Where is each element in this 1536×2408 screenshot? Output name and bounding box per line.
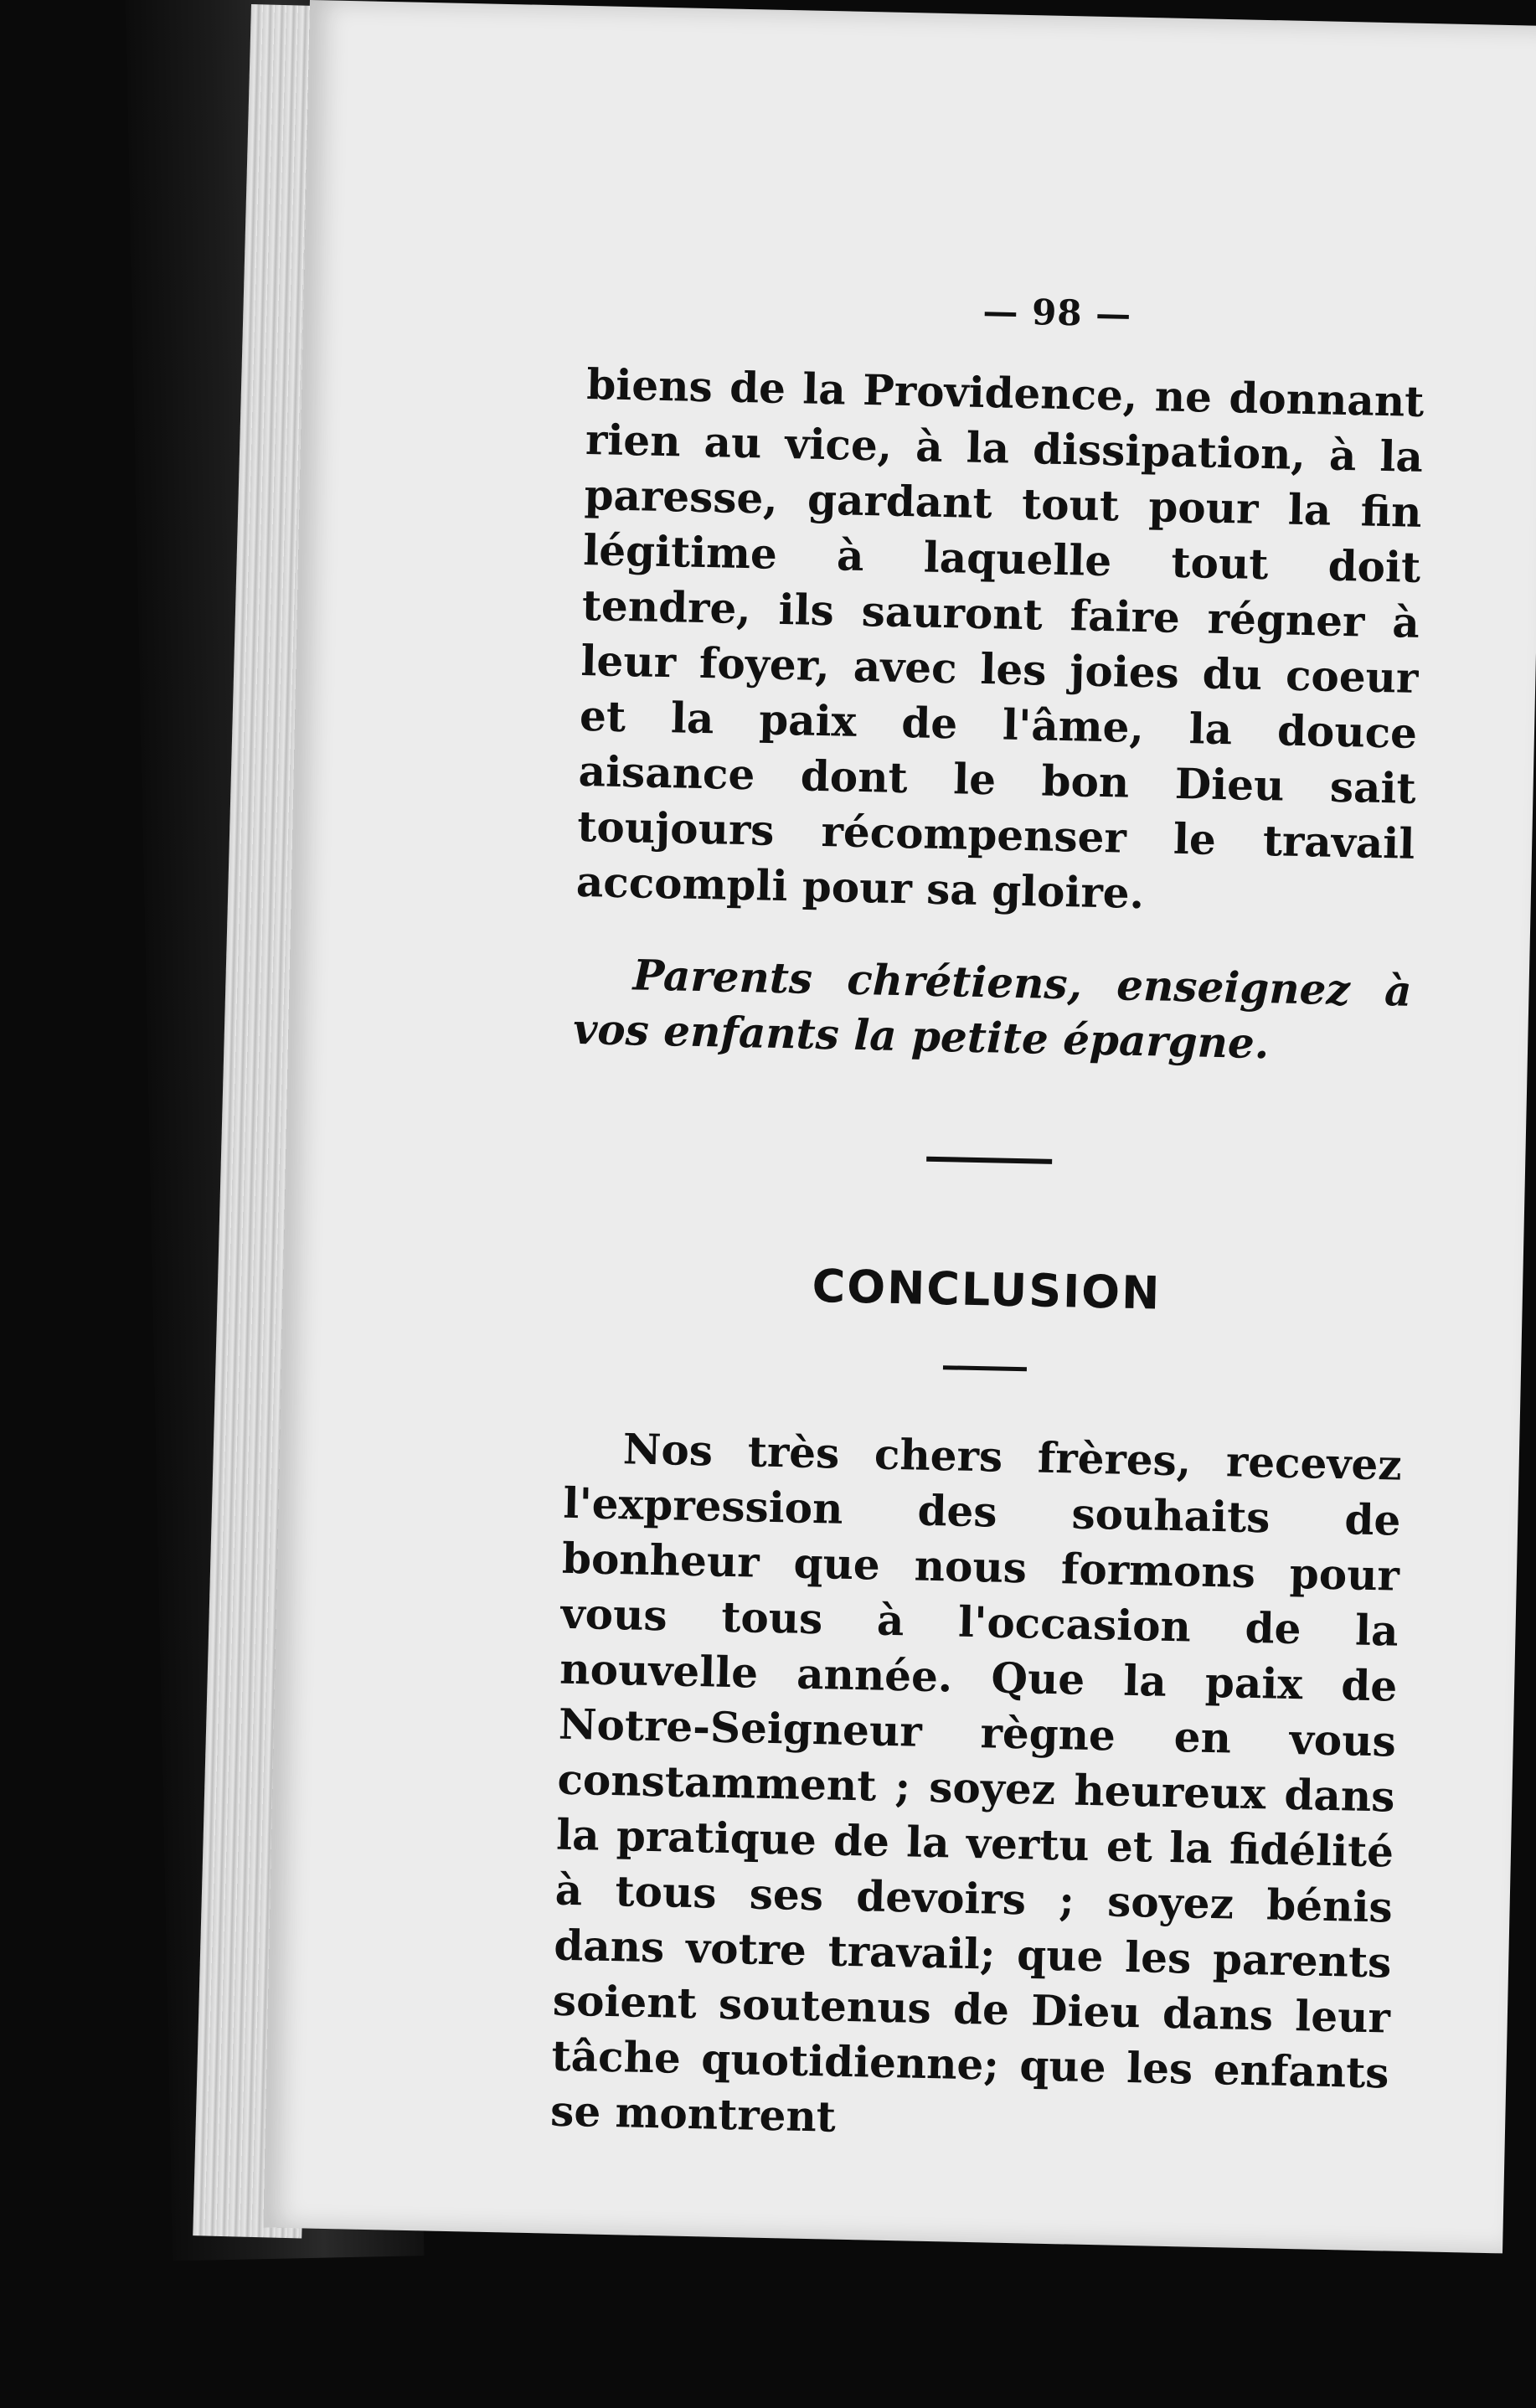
section-divider-bottom [943, 1365, 1027, 1371]
section-divider-top [926, 1157, 1052, 1164]
page-content [550, 282, 1426, 2156]
page-number: — 98 — [982, 290, 1132, 335]
book-page [263, 0, 1536, 2253]
section-title: CONCLUSION [811, 1259, 1162, 1320]
paragraph-parents-chretiens: Parents chrétiens, enseignez à vos enfants la petite épargne. [572, 950, 1413, 1069]
paragraph-providence: biens de la Providence, ne donnant rien au vice, à la dissipation, à la paresse, gardant tout pour la fin légitime à laquelle tout doit tendre, ils sauront faire régner à leur foyer, avec les joies du coeur et la paix de l'âme, la douce aisance dont le bon Dieu sait toujours récompenser le travail accompli pour sa gloire. [575, 359, 1425, 919]
paragraph-conclusion: Nos très chers frères, recevez l'expression des souhaits de bonheur que nous formons pour vous tous à l'occasion de la nouvelle année. Que la paix de Notre-Seigneur règne en vous constamment ; soyez heureux dans la pratique de la vertu et la fidélité à tous ses devoirs ; soyez bénis dans votre travail; que les parents soient soutenus de Dieu dans leur tâche quotidienne; que les enfants se montrent [549, 1424, 1403, 2142]
